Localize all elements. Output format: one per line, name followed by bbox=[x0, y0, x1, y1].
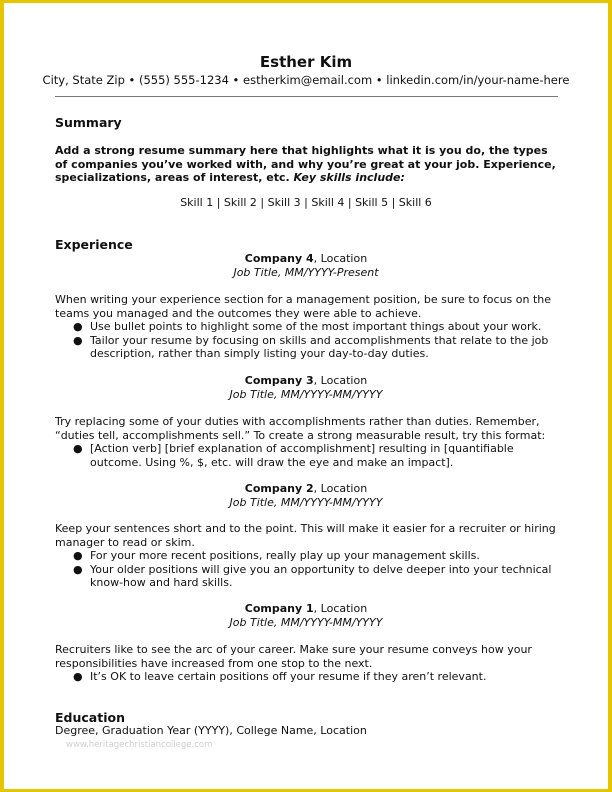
contact-line: City, State Zip • (555) 555-1234 • estherkim@email.com • linkedin.com/in/your-name-here bbox=[42, 73, 570, 87]
bullet-text: Use bullet points to highlight some of the most important things about your work. bbox=[90, 320, 542, 333]
bullet-list bbox=[55, 549, 558, 590]
bullet-icon: ● bbox=[73, 442, 83, 455]
bullet-text: [Action verb] [brief explanation of accomplishment] resulting in [quantifiable outcome. Using %, $, etc. will draw the eye and make an impact]. bbox=[90, 442, 514, 469]
bullet-icon: ● bbox=[73, 549, 83, 562]
job-title: Job Title, MM/YYYY-MM/YYYY bbox=[229, 615, 383, 629]
job-paragraph: When writing your experience section for a management position, be sure to focus on the teams you managed and the outcomes they were able to achieve. bbox=[55, 293, 552, 320]
job-header bbox=[4, 602, 608, 629]
bullet-icon: ● bbox=[73, 670, 83, 683]
job-title: Job Title, MM/YYYY-Present bbox=[233, 265, 379, 279]
list-item bbox=[55, 442, 558, 469]
header-divider bbox=[55, 96, 558, 97]
job-header bbox=[4, 482, 608, 509]
company-name: Company 4 bbox=[244, 252, 314, 265]
bullet-list bbox=[55, 320, 558, 361]
experience-heading: Experience bbox=[55, 237, 133, 252]
company-location: , Location bbox=[313, 374, 368, 387]
job-paragraph: Recruiters like to see the arc of your career. Make sure your resume conveys how your responsibilities have increased from one stop to the next. bbox=[55, 643, 532, 670]
job-description bbox=[55, 522, 558, 590]
summary-key-skills-label: Key skills include: bbox=[293, 171, 405, 184]
resume-name: Esther Kim bbox=[259, 53, 353, 71]
list-item bbox=[55, 563, 558, 590]
job-paragraph: Try replacing some of your duties with accomplishments rather than duties. Remember, “duties tell, accomplishments sell.” To create a strong measurable result, try this format: bbox=[55, 415, 546, 442]
company-name: Company 2 bbox=[244, 482, 314, 495]
job-title: Job Title, MM/YYYY-MM/YYYY bbox=[229, 387, 383, 401]
list-item bbox=[55, 334, 558, 361]
education-heading: Education bbox=[55, 710, 125, 725]
summary-body: Add a strong resume summary here that highlights what it is you do, the types of companies you’ve worked with, and why you’re great at your job. Experience, specializations, areas of interest, etc. bbox=[55, 144, 556, 184]
bullet-icon: ● bbox=[73, 320, 83, 333]
skills-list: Skill 1 | Skill 2 | Skill 3 | Skill 4 | Skill 5 | Skill 6 bbox=[180, 196, 432, 209]
watermark: www.heritagechristiancollege.com bbox=[66, 740, 213, 750]
job-paragraph: Keep your sentences short and to the point. This will make it easier for a recruiter or hiring manager to read or skim. bbox=[55, 522, 556, 549]
job-description bbox=[55, 415, 558, 469]
company-location: , Location bbox=[313, 602, 368, 615]
bullet-icon: ● bbox=[73, 333, 83, 347]
bullet-list bbox=[55, 442, 558, 469]
resume-page bbox=[4, 3, 608, 789]
list-item bbox=[55, 670, 558, 684]
list-item bbox=[55, 320, 558, 334]
bullet-icon: ● bbox=[73, 562, 83, 576]
summary-text bbox=[55, 144, 558, 185]
job-description bbox=[55, 293, 558, 361]
education-entry: Degree, Graduation Year (YYYY), College Name, Location bbox=[55, 724, 367, 737]
company-name: Company 3 bbox=[244, 374, 314, 387]
company-name: Company 1 bbox=[244, 602, 314, 615]
bullet-text: Tailor your resume by focusing on skills and accomplishments that relate to the job description, rather than simply listing your day-to-day duties. bbox=[90, 333, 549, 360]
job-description bbox=[55, 643, 558, 684]
bullet-list bbox=[55, 670, 558, 684]
list-item bbox=[55, 549, 558, 563]
bullet-text: Your older positions will give you an opportunity to delve deeper into your technical know-how and hard skills. bbox=[90, 562, 552, 589]
job-header bbox=[4, 252, 608, 279]
summary-heading: Summary bbox=[55, 115, 122, 130]
company-location: , Location bbox=[313, 252, 368, 265]
company-location: , Location bbox=[313, 482, 368, 495]
job-title: Job Title, MM/YYYY-MM/YYYY bbox=[229, 495, 383, 509]
job-header bbox=[4, 374, 608, 401]
bullet-text: It’s OK to leave certain positions off your resume if they aren’t relevant. bbox=[90, 670, 487, 683]
bullet-text: For your more recent positions, really play up your management skills. bbox=[90, 549, 480, 562]
